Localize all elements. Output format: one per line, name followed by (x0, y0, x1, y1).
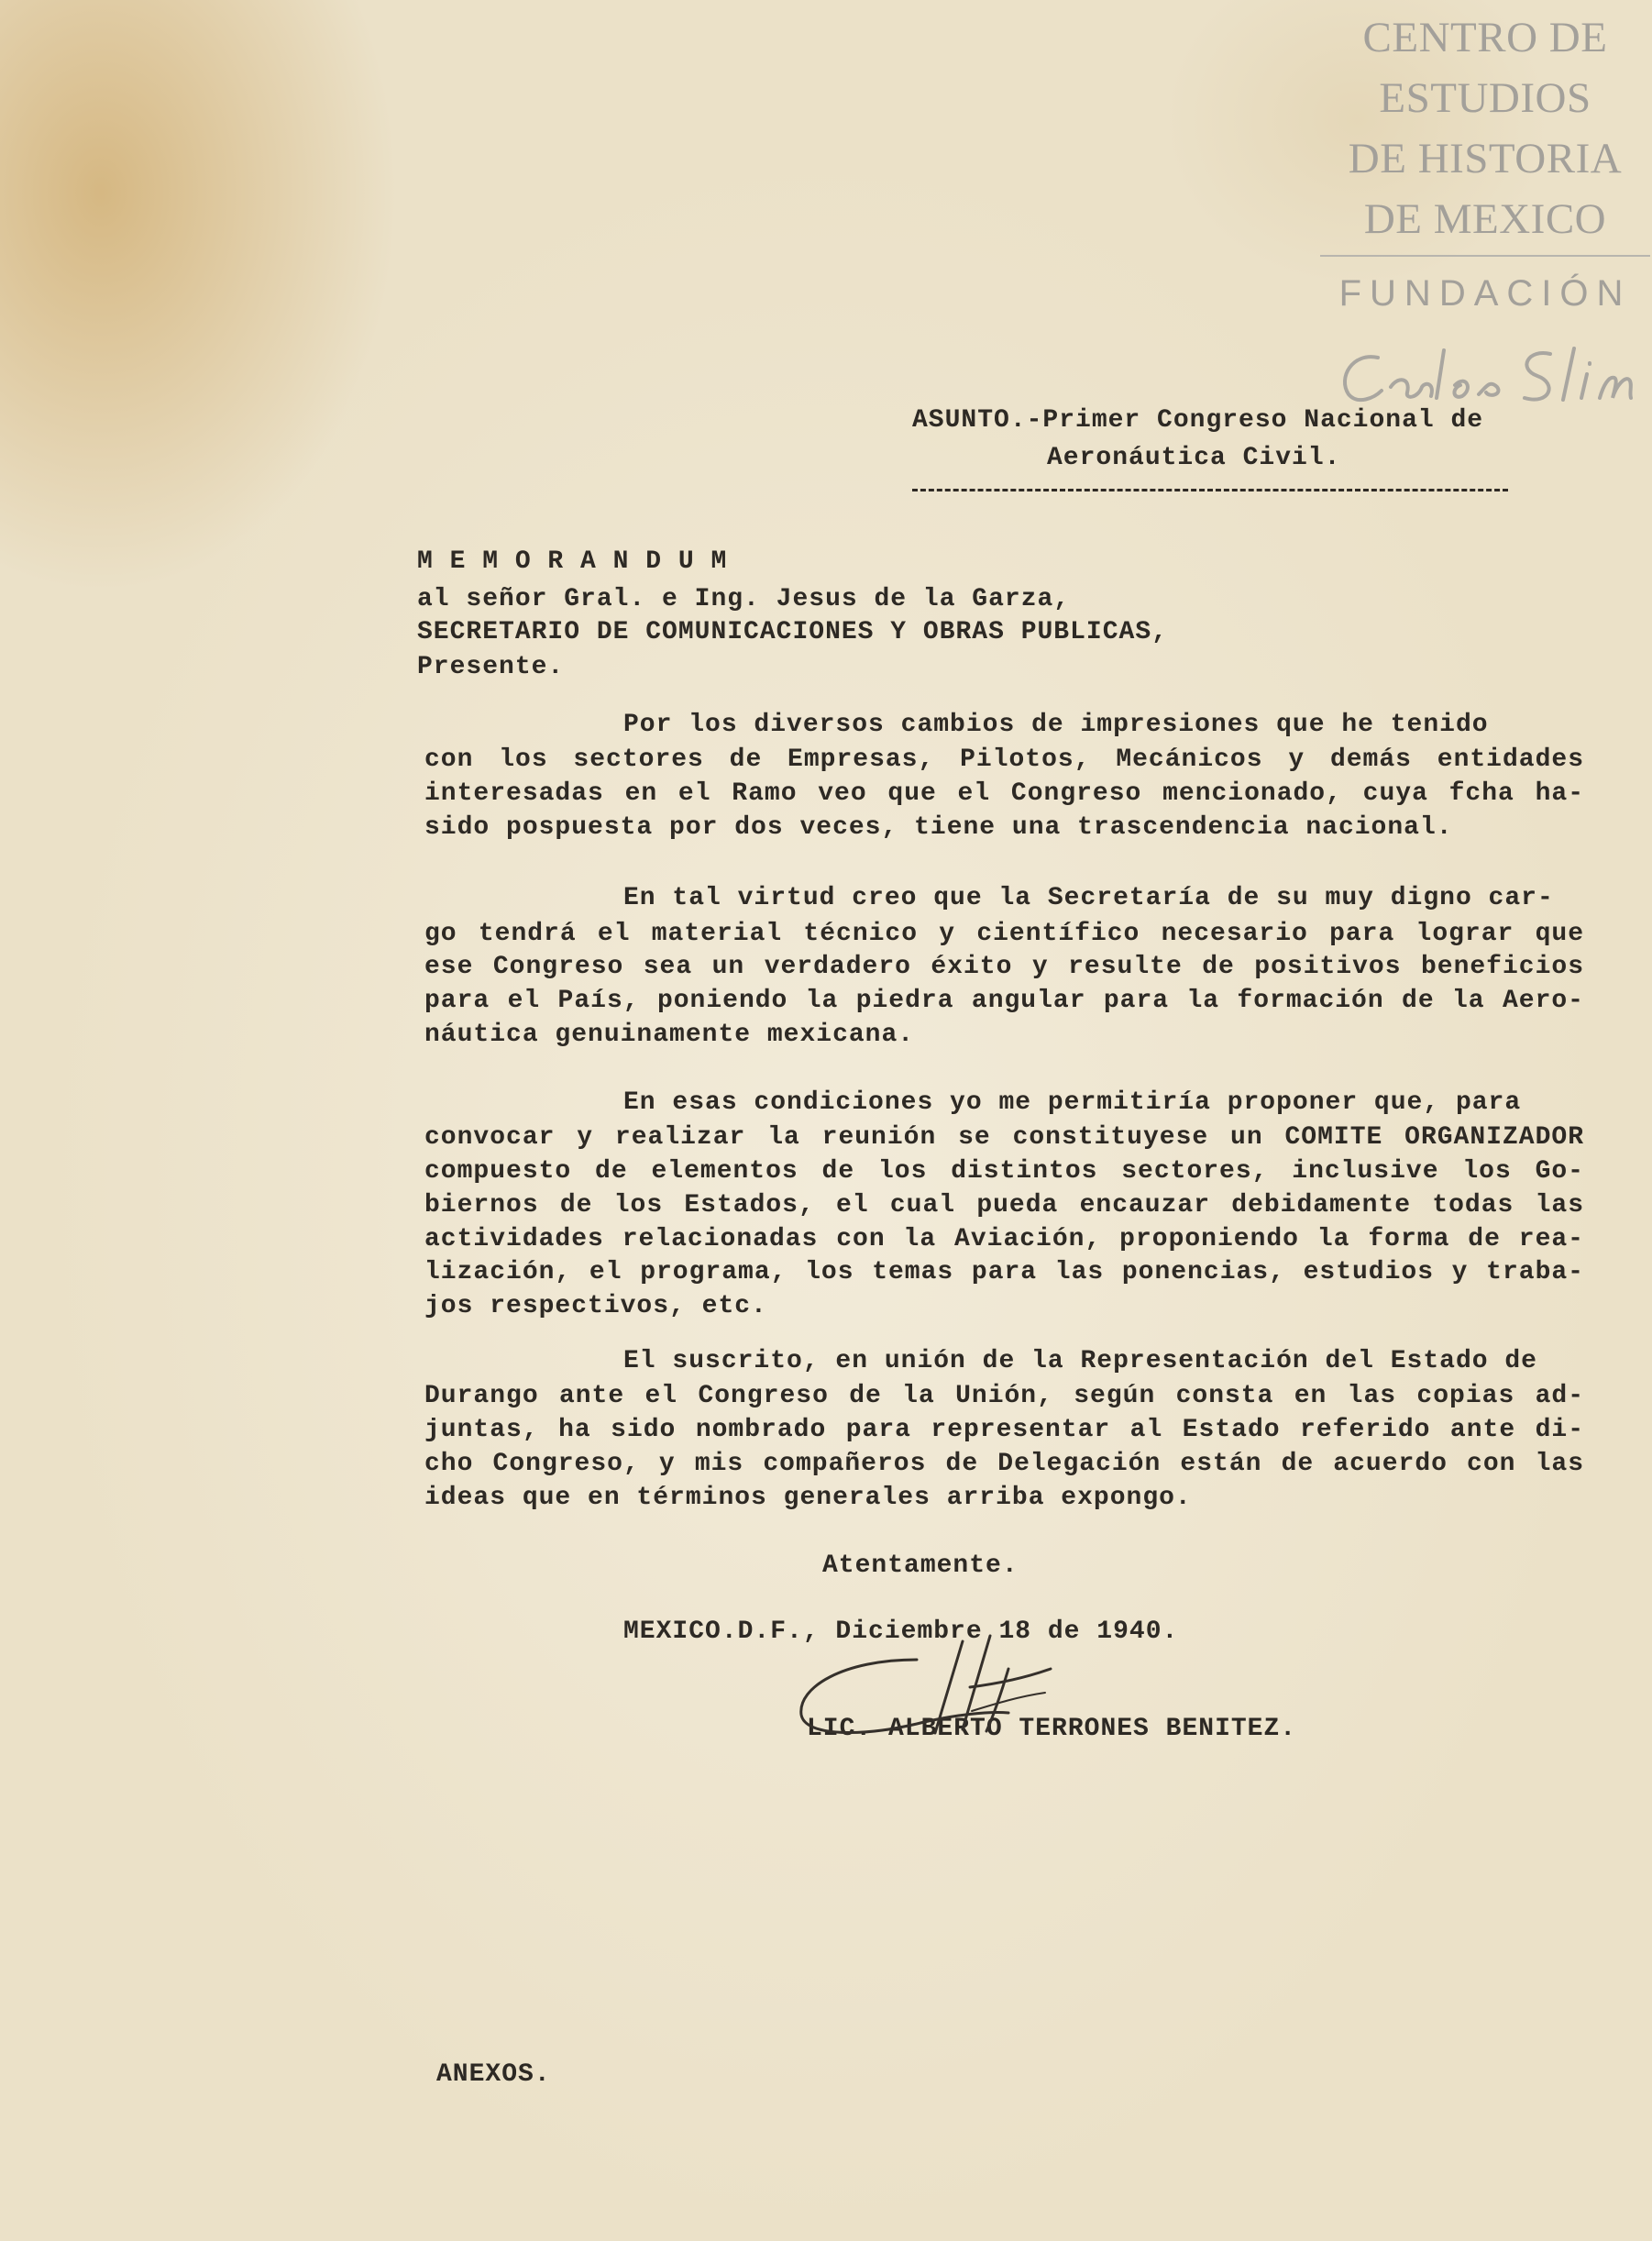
paragraph-4-line: cho Congreso, y mis compañeros de Delegación están de acuerdo con las (424, 1450, 1584, 1478)
paragraph-3-line: En esas condiciones yo me permitiría proponer que, para (623, 1088, 1522, 1117)
paragraph-1-line: Por los diversos cambios de impresiones que he tenido (623, 711, 1489, 739)
paragraph-2-line: para el País, poniendo la piedra angular para la formación de la Aero- (424, 987, 1584, 1015)
watermark-foundation: FUNDACIÓN (1338, 273, 1632, 314)
closing-signatory: LIC. ALBERTO TERRONES BENITEZ. (807, 1715, 1297, 1743)
paragraph-3-line: convocar y realizar la reunión se constituyese un COMITE ORGANIZADOR (424, 1123, 1584, 1152)
paragraph-3-line: jos respectivos, etc. (424, 1292, 767, 1320)
carlos-slim-signature-logo (1334, 341, 1646, 414)
paragraph-4-line: ideas que en términos generales arriba expongo. (424, 1484, 1192, 1512)
paragraph-2-line: En tal virtud creo que la Secretaría de su muy digno car- (623, 884, 1554, 912)
subject-line-1: ASUNTO.-Primer Congreso Nacional de (912, 406, 1484, 435)
paragraph-4-line: El suscrito, en unión de la Representación del Estado de (623, 1347, 1537, 1375)
paragraph-2-line: ese Congreso sea un verdadero éxito y resulte de positivos beneficios (424, 953, 1584, 981)
paragraph-1-line: interesadas en el Ramo veo que el Congreso mencionado, cuya fcha ha- (424, 779, 1584, 808)
memo-title: M E M O R A N D U M (417, 547, 728, 576)
watermark-line-3: DE HISTORIA (1348, 135, 1623, 182)
paragraph-2-line: go tendrá el material técnico y científico necesario para lograr que (424, 920, 1584, 948)
paragraph-4-line: Durango ante el Congreso de la Unión, según consta en las copias ad- (424, 1382, 1584, 1410)
paragraph-4-line: juntas, ha sido nombrado para representar al Estado referido ante di- (424, 1416, 1584, 1444)
paragraph-1-line: con los sectores de Empresas, Pilotos, Mecánicos y demás entidades (424, 745, 1584, 774)
paragraph-3-line: compuesto de elementos de los distintos sectores, inclusive los Go- (424, 1157, 1584, 1186)
watermark-line-4: DE MEXICO (1363, 195, 1607, 243)
paragraph-3-line: lización, el programa, los temas para las ponencias, estudios y traba- (424, 1258, 1584, 1286)
closing-place-date: MEXICO.D.F., Diciembre 18 de 1940. (623, 1617, 1179, 1646)
subject-underline (912, 489, 1508, 491)
annex-label: ANEXOS. (436, 2060, 551, 2089)
paragraph-2-line: náutica genuinamente mexicana. (424, 1021, 915, 1049)
subject-line-2: Aeronáutica Civil. (1047, 444, 1341, 472)
paragraph-3-line: biernos de los Estados, el cual pueda encauzar debidamente todas las (424, 1191, 1584, 1220)
handwritten-signature (779, 1623, 1164, 1751)
memo-recipient: al señor Gral. e Ing. Jesus de la Garza, (417, 585, 1071, 613)
watermark-line-2: ESTUDIOS (1379, 74, 1591, 122)
memo-presente: Presente. (417, 653, 565, 681)
paragraph-1-line: sido pospuesta por dos veces, tiene una trascendencia nacional. (424, 813, 1453, 842)
memo-recipient-position: SECRETARIO DE COMUNICACIONES Y OBRAS PUBLICAS, (417, 618, 1168, 646)
watermark-divider (1320, 255, 1650, 257)
closing-regards: Atentamente. (822, 1551, 1019, 1580)
paragraph-3-line: actividades relacionadas con la Aviación, proponiendo la forma de rea- (424, 1225, 1584, 1253)
watermark-line-1: CENTRO DE (1362, 14, 1608, 61)
